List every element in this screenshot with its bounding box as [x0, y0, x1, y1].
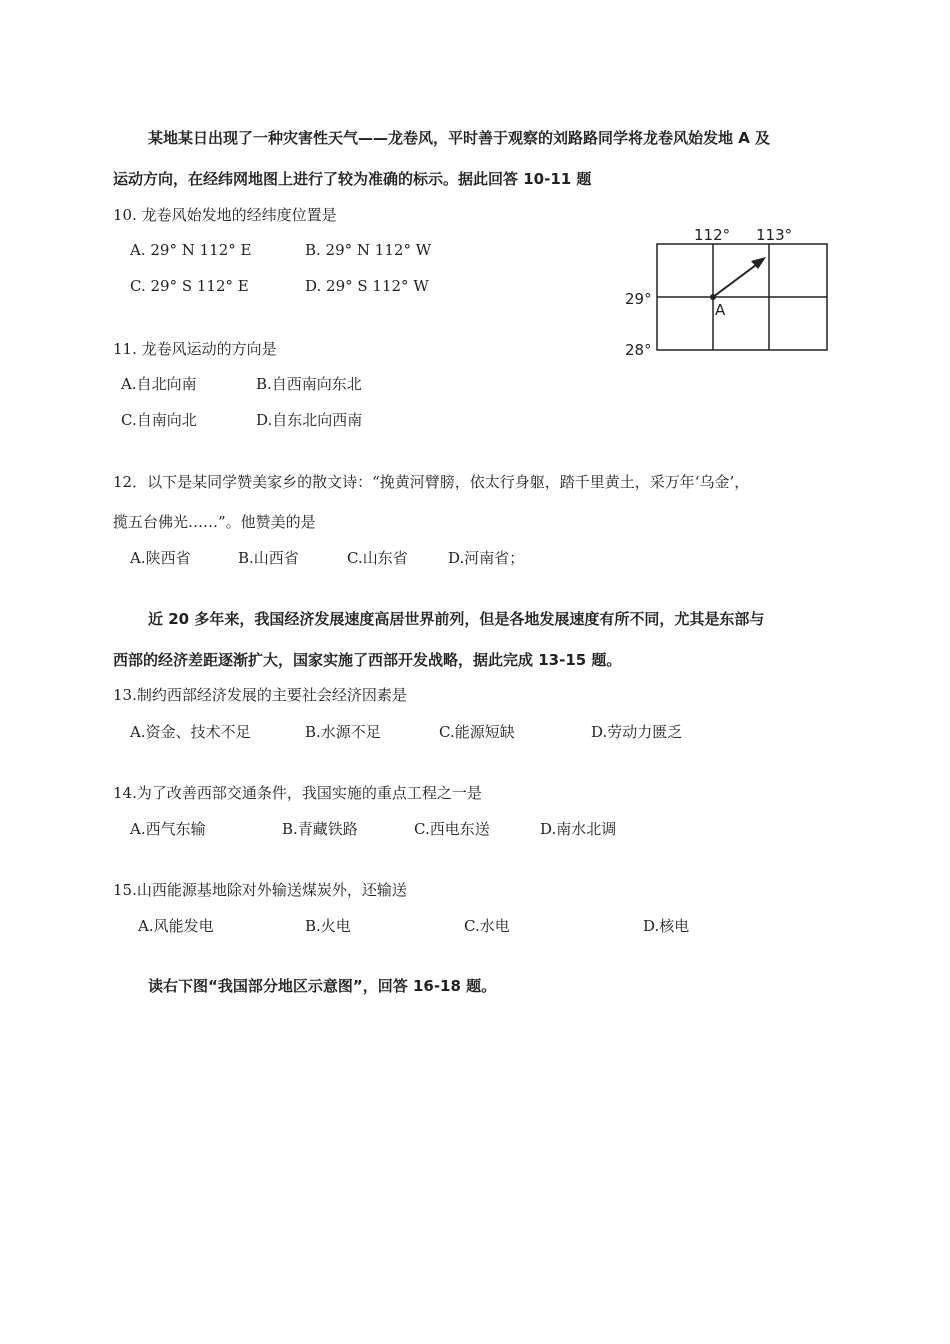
q12-option-c[interactable]: C.山东省 [347, 549, 408, 567]
intro-16-18: 读右下图“我国部分地区示意图”，回答 16-18 题。 [148, 977, 497, 995]
q11-option-d[interactable]: D.自东北向西南 [256, 411, 363, 429]
q10-option-c[interactable]: C. 29° S 112° E [130, 277, 249, 295]
q11-option-a[interactable]: A.自北向南 [121, 375, 197, 393]
q12-stem-line1: 12．以下是某同学赞美家乡的散文诗：“挽黄河臂膀，依太行身躯，踏千里黄土，采万年‘乌金’， [113, 473, 750, 491]
q13-option-c[interactable]: C.能源短缺 [439, 723, 515, 741]
intro-13-15-line2: 西部的经济差距逐渐扩大，国家实施了西部开发战略，据此完成 13-15 题。 [113, 651, 622, 669]
q14-option-c[interactable]: C.西电东送 [414, 820, 490, 838]
q15-option-a[interactable]: A.风能发电 [138, 917, 214, 935]
q14-option-b[interactable]: B.青藏铁路 [282, 820, 358, 838]
grid-lines [657, 244, 827, 350]
lat-label-28: 28° [625, 341, 652, 359]
intro-10-11-line2: 运动方向，在经纬网地图上进行了较为准确的标示。据此回答 10-11 题 [113, 170, 592, 188]
lon-label-113: 113° [756, 226, 793, 244]
lat-long-grid-figure [620, 222, 835, 372]
q15-option-b[interactable]: B.火电 [305, 917, 351, 935]
lon-label-112: 112° [694, 226, 731, 244]
q11-stem: 11. 龙卷风运动的方向是 [113, 340, 277, 358]
q15-stem: 15.山西能源基地除对外输送煤炭外，还输送 [113, 881, 407, 899]
q14-option-d[interactable]: D.南水北调 [540, 820, 617, 838]
q12-stem-line2: 揽五台佛光……”。他赞美的是 [113, 513, 316, 531]
q13-stem: 13.制约西部经济发展的主要社会经济因素是 [113, 686, 407, 704]
q11-option-c[interactable]: C.自南向北 [121, 411, 197, 429]
q12-option-b[interactable]: B.山西省 [238, 549, 299, 567]
q12-option-a[interactable]: A.陕西省 [130, 549, 191, 567]
intro-10-11-line1: 某地某日出现了一种灾害性天气——龙卷风，平时善于观察的刘路路同学将龙卷风始发地 A 及 [148, 129, 771, 147]
q11-option-b[interactable]: B.自西南向东北 [256, 375, 362, 393]
q13-option-b[interactable]: B.水源不足 [305, 723, 381, 741]
q14-option-a[interactable]: A.西气东输 [130, 820, 206, 838]
intro-13-15-line1: 近 20 多年来，我国经济发展速度高居世界前列，但是各地发展速度有所不同，尤其是东部与 [148, 610, 765, 628]
point-a-label: A [715, 301, 726, 319]
q13-option-d[interactable]: D.劳动力匮乏 [591, 723, 683, 741]
q15-option-c[interactable]: C.水电 [464, 917, 510, 935]
q10-option-b[interactable]: B. 29° N 112° W [305, 241, 432, 259]
q10-option-d[interactable]: D. 29° S 112° W [305, 277, 429, 295]
q14-stem: 14.为了改善西部交通条件，我国实施的重点工程之一是 [113, 784, 482, 802]
q13-option-a[interactable]: A.资金、技术不足 [130, 723, 251, 741]
q15-option-d[interactable]: D.核电 [643, 917, 690, 935]
q10-stem: 10. 龙卷风始发地的经纬度位置是 [113, 206, 337, 224]
q12-option-d[interactable]: D.河南省； [448, 549, 525, 567]
lat-label-29: 29° [625, 290, 652, 308]
movement-arrow-shaft [713, 262, 760, 297]
q10-option-a[interactable]: A. 29° N 112° E [130, 241, 252, 259]
